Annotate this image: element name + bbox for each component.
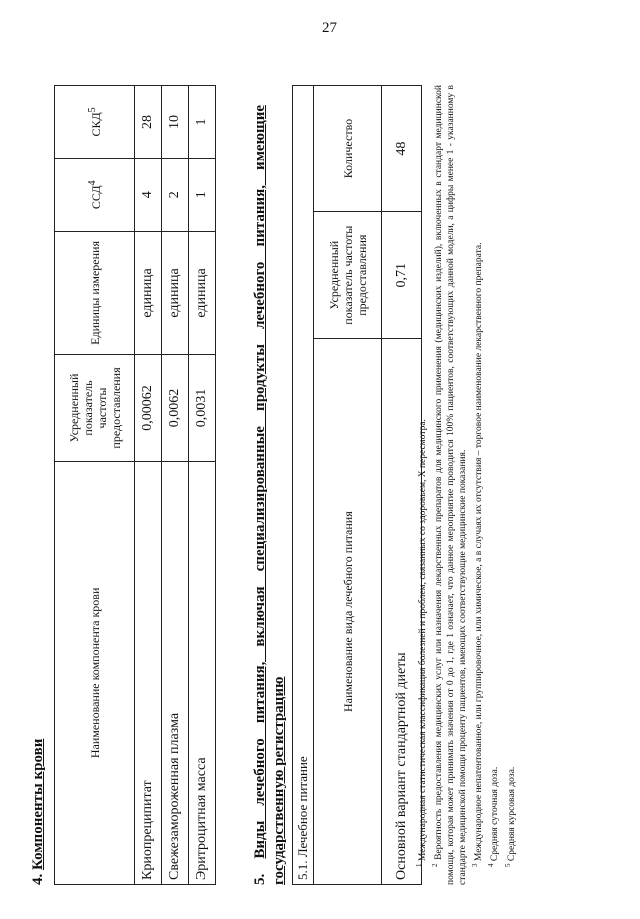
col-header-skd: СКД$^5$ bbox=[55, 86, 135, 159]
subsection-caption: 5.1. Лечебное питание bbox=[293, 86, 314, 885]
section-4-number: 4. bbox=[30, 873, 46, 885]
footnote: $^5$ Средняя курсовая доза. bbox=[503, 766, 517, 867]
footnote: $^3$ Международное непатентованное, или группировочное, или химическое, а в случаях их отсутствия – торговое наименование лекарственного препарата. bbox=[471, 242, 485, 867]
table-row bbox=[162, 86, 189, 885]
cell-name: Эритроцитная масса bbox=[189, 461, 216, 884]
cell-skd: 1 bbox=[189, 86, 216, 159]
rotated-content bbox=[28, 35, 628, 885]
footnote: $^1$ Международная статистическая классификация болезней и проблем, связанных со здоровьем, X пересмотра. bbox=[415, 419, 429, 867]
cell-unit: единица bbox=[135, 231, 162, 354]
cell-skd: 28 bbox=[135, 86, 162, 159]
cell-qty: 48 bbox=[382, 86, 422, 212]
section-5-number: 5. bbox=[252, 873, 268, 885]
section-4-heading bbox=[30, 739, 47, 885]
cell-name: Свежезамороженная плазма bbox=[162, 461, 189, 884]
footnotes bbox=[413, 85, 518, 885]
col-header-unit: Единицы измерения bbox=[55, 231, 135, 354]
footnote: $^2$ Вероятность предоставления медицинских услуг или назначения лекарственных препаратов для медицинского применения (медицинских изделий), включенных в стандарт медицинской помощи, которая может принимать значения от 0 до 1, где 1 означает, что данное мероприятие проводится 100% пациентов, соответствующих данной модели, а цифры менее 1 - указанному в стандарте медицинской помощи проценту пациентов, имеющих соответствующие медицинские показания. bbox=[431, 84, 469, 885]
blood-components-table bbox=[54, 85, 216, 885]
page-number: 27 bbox=[322, 20, 337, 36]
col-header-diet-freq: Усредненный показатель частоты предоставления bbox=[314, 212, 382, 339]
cell-sdd: 2 bbox=[162, 158, 189, 231]
col-header-name: Наименование компонента крови bbox=[55, 461, 135, 884]
cell-unit: единица bbox=[189, 231, 216, 354]
section-5-heading bbox=[251, 105, 289, 885]
cell-diet-freq: 0,71 bbox=[382, 212, 422, 339]
section-5-title: Виды лечебного питания, включая специализированные продукты лечебного питания, имеющие государственную регистрацию bbox=[252, 105, 287, 885]
section-4-title: Компоненты крови bbox=[30, 738, 46, 870]
cell-freq: 0,0031 bbox=[189, 355, 216, 462]
footnote: $^4$ Средняя суточная доза. bbox=[487, 766, 501, 867]
table-row bbox=[189, 86, 216, 885]
cell-freq: 0,00062 bbox=[135, 355, 162, 462]
cell-unit: единица bbox=[162, 231, 189, 354]
table-row bbox=[135, 86, 162, 885]
cell-skd: 10 bbox=[162, 86, 189, 159]
cell-freq: 0,0062 bbox=[162, 355, 189, 462]
diet-table bbox=[292, 85, 422, 885]
cell-sdd: 4 bbox=[135, 158, 162, 231]
col-header-freq: Усредненный показатель частоты предоставления bbox=[55, 355, 135, 462]
cell-name: Криопреципитат bbox=[135, 461, 162, 884]
cell-diet-name: Основной вариант стандартной диеты bbox=[382, 339, 422, 885]
col-header-diet-name: Наименование вида лечебного питания bbox=[314, 339, 382, 885]
cell-sdd: 1 bbox=[189, 158, 216, 231]
col-header-sdd: ССД$^4$ bbox=[55, 158, 135, 231]
col-header-qty: Количество bbox=[314, 86, 382, 212]
